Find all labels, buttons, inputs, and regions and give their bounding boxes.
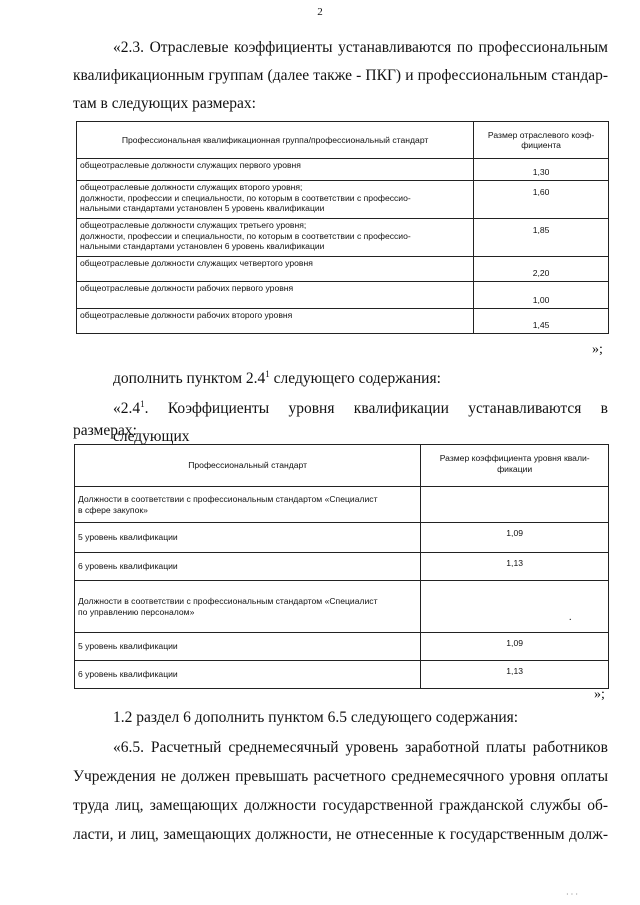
table1-row-6-value: 1,45 (474, 309, 609, 334)
para-2-3-line-2: квалификационным группам (далее также - ПКГ) и профессиональным стандар- (73, 67, 608, 84)
table1-header-coef: Размер отраслевого коэф-фициента (474, 122, 609, 159)
para-2-3-line-3: там в следующих размерах: (73, 95, 256, 112)
cell-line: 5 уровень квалификации (78, 532, 178, 543)
table2-row-5-desc (75, 633, 421, 661)
para-6-5-line-2: Учреждения не должен превышать расчетного среднемесячного уровня оплаты (73, 768, 608, 785)
table-row (77, 309, 609, 334)
table-row (75, 633, 609, 661)
section-1-2: 1.2 раздел 6 дополнить пунктом 6.5 следующего содержания: (113, 709, 519, 726)
para-2-4-rest: . Коэффициенты уровня квалификации устанавливаются в следующих (113, 400, 608, 446)
add-point-text-after: следующего содержания: (269, 370, 441, 388)
table2-row-4-desc (75, 581, 421, 633)
cell-line: нальными стандартами установлен 5 уровень квалификации (80, 203, 325, 213)
cell-line: нальными стандартами установлен 6 уровень квалификации (80, 241, 325, 251)
table1-row-1-desc (77, 159, 474, 181)
table2-row-6-desc (75, 661, 421, 689)
para-2-4-line-2: размерах: (73, 422, 137, 439)
cell-line: общеотраслевые должности рабочих второго уровня (80, 310, 293, 320)
page-number: 2 (317, 6, 323, 18)
cell-line: 6 уровень квалификации (78, 561, 178, 572)
table2-row-5-value: 1,09 (421, 633, 609, 661)
corner-mark: · · · (566, 890, 578, 899)
para-2-4-start: «2.4 (113, 400, 141, 418)
table1-row-2-value: 1,60 (474, 181, 609, 219)
table1-row-5-value: 1,00 (474, 282, 609, 309)
table2-row-4-value (421, 581, 609, 633)
table-industry-coefficients (76, 121, 609, 334)
table-row (77, 257, 609, 282)
cell-line: общеотраслевые должности служащих второго уровня; (80, 182, 303, 192)
table-qualification-coefficients (74, 444, 609, 689)
cell-line: общеотраслевые должности служащих третьего уровня; (80, 220, 307, 230)
table1-row-4-desc (77, 257, 474, 282)
table2-row-2-value: 1,09 (421, 523, 609, 553)
table1-closing: »; (592, 342, 603, 357)
cell-line: общеотраслевые должности служащих первого уровня (80, 160, 301, 170)
cell-line: общеотраслевые должности служащих четвертого уровня (80, 258, 313, 268)
cell-line: 5 уровень квалификации (78, 641, 178, 652)
table-row (77, 219, 609, 257)
table1-row-3-value: 1,85 (474, 219, 609, 257)
table2-row-6-value: 1,13 (421, 661, 609, 689)
para-6-5-line-3: труда лиц, замещающих должности государственной гражданской службы об- (73, 797, 608, 814)
table2-row-3-desc (75, 553, 421, 581)
table2-row-2-desc (75, 523, 421, 553)
para-2-3-line-1: «2.3. Отраслевые коэффициенты устанавливаются по профессиональным (113, 39, 608, 56)
add-point-2-4-line (113, 360, 441, 393)
para-2-4-sup: 1 (140, 399, 145, 409)
table-row (77, 159, 609, 181)
table2-header-row (75, 445, 609, 487)
table-row (75, 487, 609, 523)
table2-row-1-value (421, 487, 609, 523)
stray-dot: . (569, 612, 572, 623)
add-point-text: дополнить пунктом 2.4 (113, 370, 266, 388)
add-point-sup: 1 (265, 369, 270, 379)
table1-header-group: Профессиональная квалификационная группа/профессиональный стандарт (77, 122, 474, 159)
para-6-5-line-1: «6.5. Расчетный среднемесячный уровень заработной платы работников (113, 739, 608, 756)
table1-row-3-desc (77, 219, 474, 257)
table1-row-6-desc (77, 309, 474, 334)
para-6-5-line-4: ласти, и лиц, замещающих должности, не отнесенные к государственным долж- (73, 826, 608, 843)
table2-row-3-value: 1,13 (421, 553, 609, 581)
cell-line: должности, профессии и специальности, по которым в соответствии с профессио- (80, 230, 411, 241)
table-row (77, 181, 609, 219)
cell-line: общеотраслевые должности рабочих первого уровня (80, 283, 294, 293)
table1-row-4-value: 2,20 (474, 257, 609, 282)
table-row (75, 581, 609, 633)
table1-row-5-desc (77, 282, 474, 309)
table1-header-row (77, 122, 609, 159)
table-row (75, 553, 609, 581)
table2-header-standard: Профессиональный стандарт (75, 445, 421, 487)
table-row (75, 661, 609, 689)
cell-line: 6 уровень квалификации (78, 669, 178, 680)
table1-row-1-value: 1,30 (474, 159, 609, 181)
cell-line: Должности в соответствии с профессиональным стандартом «Специалист (78, 596, 378, 606)
table1-row-2-desc (77, 181, 474, 219)
cell-line: по управлению персоналом» (78, 606, 195, 617)
cell-line: Должности в соответствии с профессиональным стандартом «Специалист (78, 494, 378, 504)
table2-header-coef: Размер коэффициента уровня квали-фикации (421, 445, 609, 487)
cell-line: в сфере закупок» (78, 504, 148, 515)
table2-closing: »; (594, 687, 605, 702)
table-row (77, 282, 609, 309)
cell-line: должности, профессии и специальности, по которым в соответствии с профессио- (80, 192, 411, 203)
table-row (75, 523, 609, 553)
table2-row-1-desc (75, 487, 421, 523)
para-2-4-line-1 (113, 390, 608, 451)
